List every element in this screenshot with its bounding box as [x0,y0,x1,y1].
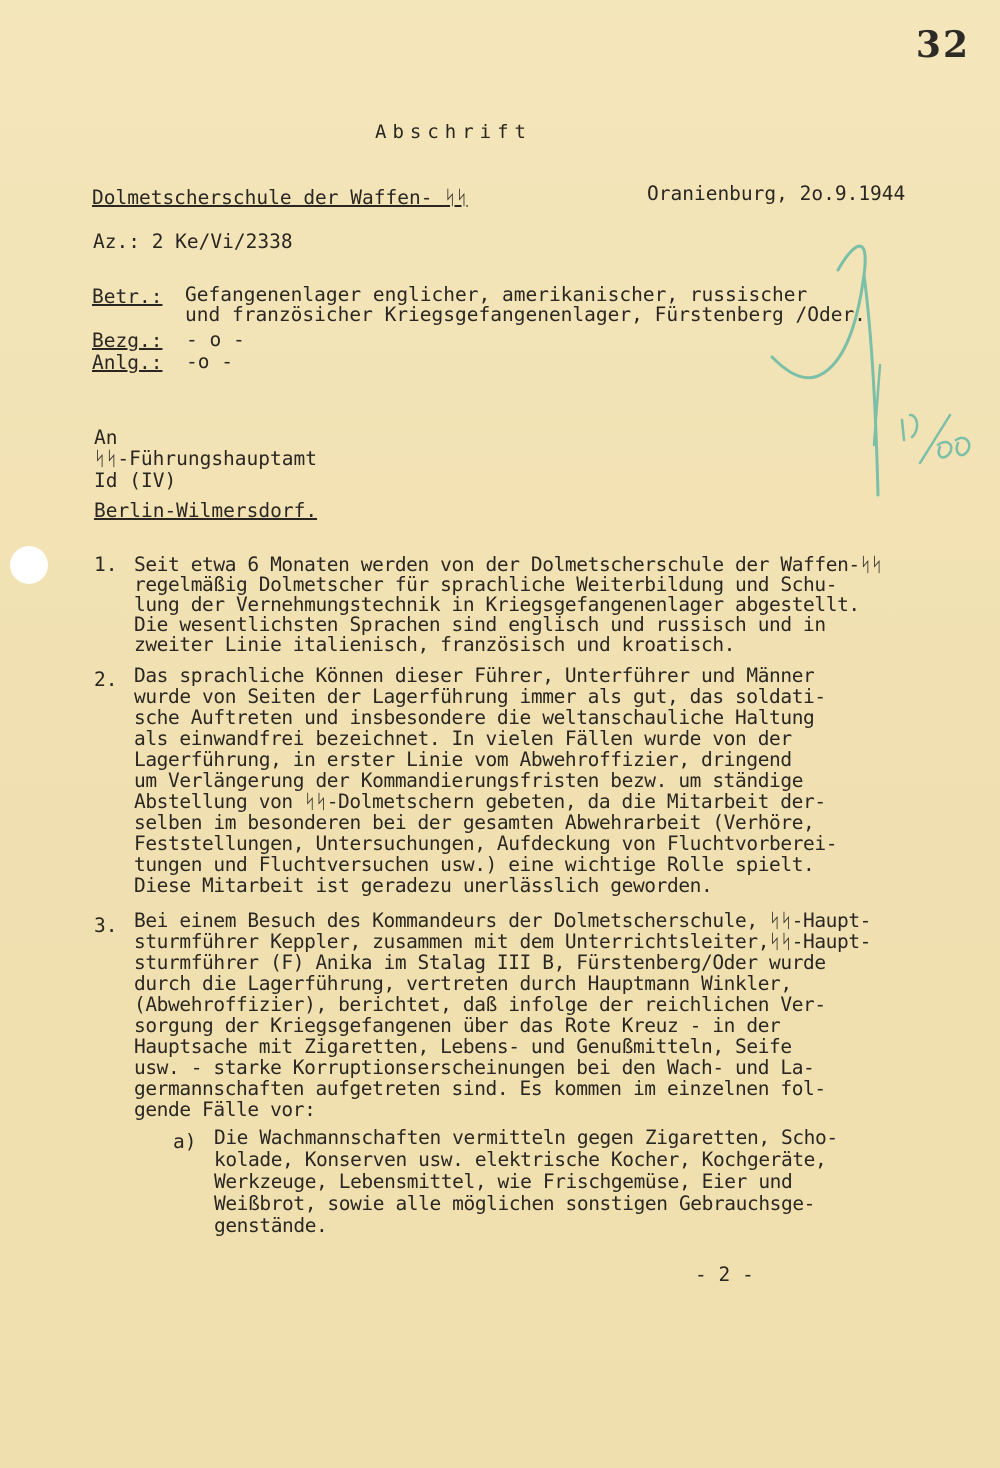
p3-line-8: usw. - starke Korruptionserscheinungen bei den Wach- und La- [134,1056,815,1079]
recipient-line-2: ᛋᛋ-Führungshauptamt [94,447,317,470]
betr-line-2: und französicher Kriegsgefangenenlager, Fürstenberg /Oder. [185,303,866,326]
p2-line-5: Lagerführung, in erster Linie vom Abwehroffizier, dringend [134,748,792,771]
recipient-line-3: Id (IV) [94,469,177,492]
p2-line-2: wurde von Seiten der Lagerführung immer als gut, das soldati- [134,685,826,708]
pa-line-3: Werkzeuge, Lebensmittel, wie Frischgemüse, Eier und [214,1170,793,1193]
p3-line-1: Bei einem Besuch des Kommandeurs der Dolmetscherschule, ᛋᛋ-Haupt- [134,909,872,932]
p2-line-7: Abstellung von ᛋᛋ-Dolmetschern gebeten, da die Mitarbeit der- [134,790,826,813]
pa-line-4: Weißbrot, sowie alle möglichen sonstigen Gebrauchsge- [214,1192,816,1215]
p2-line-1: Das sprachliche Können dieser Führer, Unterführer und Männer [134,664,815,687]
pa-line-5: genstände. [214,1214,328,1237]
subitem-a-label: a) [173,1130,197,1153]
pa-line-1: Die Wachmannschaften vermitteln gegen Zigaretten, Scho- [214,1126,838,1149]
p3-line-2: sturmführer Keppler, zusammen mit dem Unterrichtsleiter,ᛋᛋ-Haupt- [134,930,872,953]
p2-line-9: Feststellungen, Untersuchungen, Aufdeckung von Fluchtvorberei- [134,832,838,855]
p1-line-1: Seit etwa 6 Monaten werden von der Dolmetscherschule der Waffen-ᛋᛋ [134,553,883,576]
document-title: Abschrift [375,121,532,143]
p3-line-10: gende Fälle vor: [134,1098,316,1121]
page-number: 32 [915,24,970,66]
continuation-marker: - 2 - [695,1263,754,1286]
paragraph-3-number: 3. [94,914,118,937]
anlg-label: Anlg.: [92,351,163,374]
p2-line-11: Diese Mitarbeit ist geradezu unerlässlich geworden. [134,874,713,897]
p1-line-4: Die wesentlichsten Sprachen sind englisch und russisch und in [134,613,826,636]
bezg-label: Bezg.: [92,329,163,352]
paragraph-1-number: 1. [94,553,118,576]
betr-label: Betr.: [92,285,163,308]
p2-line-8: selben im besonderen bei der gesamten Abwehrarbeit (Verhöre, [134,811,815,834]
paragraph-2-number: 2. [94,668,118,691]
recipient-line-4: Berlin-Wilmersdorf. [94,499,318,522]
betr-line-1: Gefangenenlager englicher, amerikanischer, russischer [185,283,808,306]
p3-line-4: durch die Lagerführung, vertreten durch Hauptmann Winkler, [134,972,792,995]
p2-line-4: als einwandfrei bezeichnet. In vielen Fällen wurde von der [134,727,792,750]
place-date: Oranienburg, 2o.9.1944 [647,182,906,205]
sender-line: Dolmetscherschule der Waffen- ᛋᛋ [92,186,468,209]
punch-hole [10,546,48,584]
p3-line-5: (Abwehroffizier), berichtet, daß infolge der reichlichen Ver- [134,993,826,1016]
p3-line-7: Hauptsache mit Zigaretten, Lebens- und Genußmitteln, Seife [134,1035,792,1058]
p1-line-3: lung der Vernehmungstechnik in Kriegsgefangenenlager abgestellt. [134,593,860,616]
handwritten-signature [760,215,980,515]
recipient-line-1: An [94,426,118,449]
p3-line-9: germannschaften aufgetreten sind. Es kommen im einzelnen fol- [134,1077,826,1100]
pa-line-2: kolade, Konserven usw. elektrische Kocher, Kochgeräte, [214,1148,827,1171]
p2-line-10: tungen und Fluchtversuchen usw.) eine wichtige Rolle spielt. [134,853,815,876]
p3-line-6: sorgung der Kriegsgefangenen über das Rote Kreuz - in der [134,1014,781,1037]
bezg-value: - o - [186,328,245,351]
p1-line-2: regelmäßig Dolmetscher für sprachliche Weiterbildung und Schu- [134,573,838,596]
p2-line-6: um Verlängerung der Kommandierungsfristen bezw. um ständige [134,769,804,792]
reference-number: Az.: 2 Ke/Vi/2338 [93,230,293,253]
anlg-value: -o - [186,350,233,373]
p1-line-5: zweiter Linie italienisch, französisch und kroatisch. [134,633,736,656]
p3-line-3: sturmführer (F) Anika im Stalag III B, Fürstenberg/Oder wurde [134,951,826,974]
p2-line-3: sche Auftreten und insbesondere die weltanschauliche Haltung [134,706,815,729]
